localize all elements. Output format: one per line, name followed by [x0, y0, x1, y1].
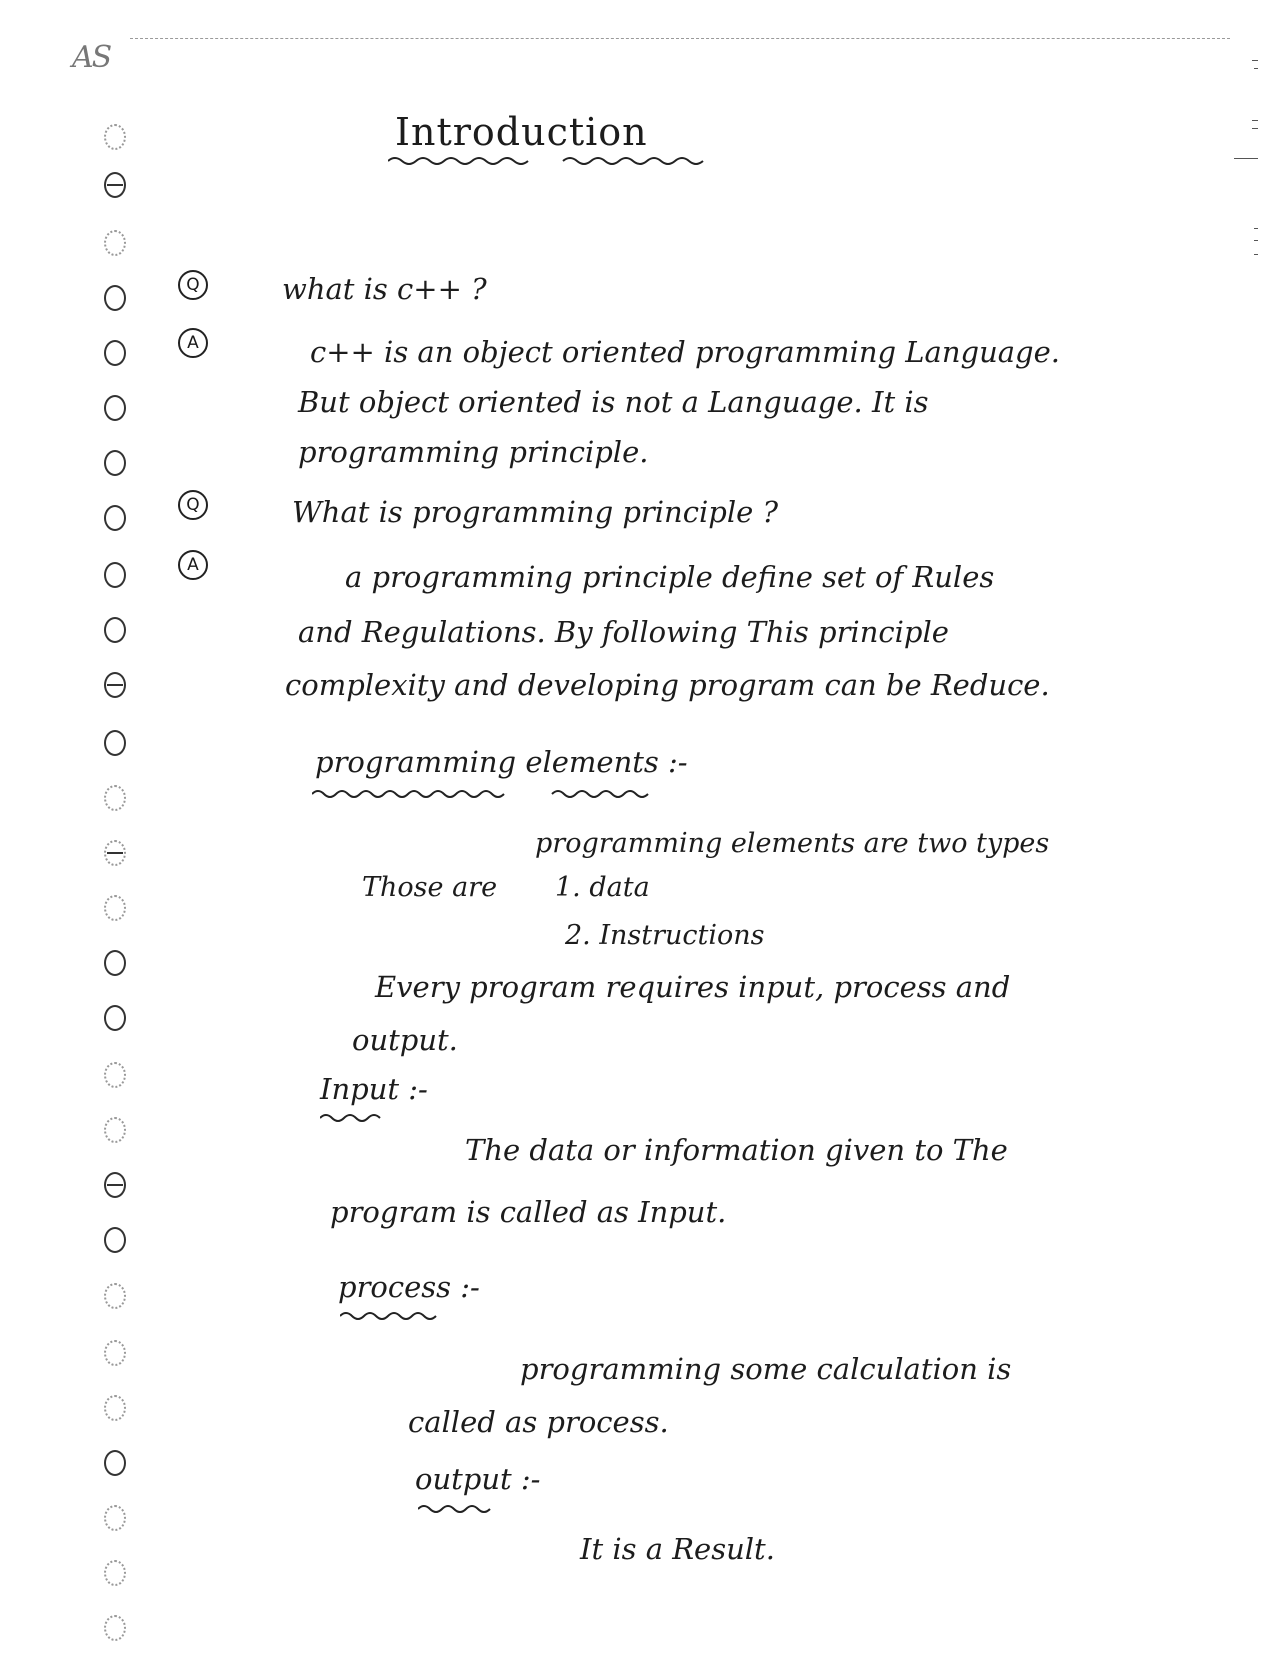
right-edge-marks: [1234, 50, 1258, 280]
question-marker: Q: [178, 270, 208, 300]
answer-line: c++ is an object oriented programming Language.: [310, 335, 1060, 369]
output-line: It is a Result.: [580, 1532, 775, 1566]
section-heading-output: output :-: [415, 1462, 541, 1496]
binder-hole: [104, 1227, 126, 1253]
corner-label: AS: [72, 40, 111, 75]
binder-hole: [104, 1005, 126, 1031]
section-heading-process: process :-: [338, 1270, 480, 1304]
binder-hole: [104, 1395, 126, 1421]
binder-hole: [104, 1283, 126, 1309]
answer-line: complexity and developing program can be Reduce.: [285, 668, 1050, 702]
binder-hole: [104, 1560, 126, 1586]
binder-hole: [104, 730, 126, 756]
binder-hole: [104, 672, 126, 698]
binder-hole: [104, 562, 126, 588]
binder-hole: [104, 340, 126, 366]
binder-hole: [104, 840, 126, 866]
elements-intro: programming elements are two types: [535, 828, 1050, 859]
binder-hole: [104, 895, 126, 921]
section-heading-input: Input :-: [320, 1072, 428, 1106]
answer-marker: A: [178, 328, 208, 358]
answer-line: programming principle.: [298, 435, 649, 469]
binder-hole: [104, 395, 126, 421]
heading-underline: [312, 788, 692, 800]
binder-hole: [104, 1505, 126, 1531]
binder-hole: [104, 785, 126, 811]
binder-hole: [104, 1340, 126, 1366]
elements-note-line: output.: [352, 1023, 458, 1057]
elements-item: 2. Instructions: [565, 920, 765, 951]
heading-underline: [320, 1112, 400, 1124]
binder-hole: [104, 505, 126, 531]
title-underline: [388, 155, 728, 167]
answer-line: a programming principle define set of Rules: [345, 560, 995, 594]
process-line: programming some calculation is: [520, 1352, 1012, 1386]
elements-item: 1. data: [555, 872, 650, 903]
binder-hole: [104, 1450, 126, 1476]
process-line: called as process.: [408, 1405, 669, 1439]
question-marker: Q: [178, 490, 208, 520]
binder-hole: [104, 950, 126, 976]
binder-hole: [104, 450, 126, 476]
binder-hole: [104, 285, 126, 311]
elements-those-are: Those are: [362, 872, 498, 903]
answer-marker: A: [178, 550, 208, 580]
answer-line: But object oriented is not a Language. It is: [298, 385, 929, 419]
question-text: What is programming principle ?: [292, 495, 779, 529]
input-line: program is called as Input.: [330, 1195, 727, 1229]
binder-hole: [104, 1172, 126, 1198]
heading-underline: [418, 1503, 508, 1515]
binder-hole: [104, 124, 126, 150]
binder-hole: [104, 172, 126, 198]
input-line: The data or information given to The: [465, 1133, 1008, 1167]
binder-hole: [104, 230, 126, 256]
page-title: Introduction: [395, 110, 648, 154]
elements-note-line: Every program requires input, process and: [375, 970, 1011, 1004]
binder-hole: [104, 1062, 126, 1088]
section-heading-elements: programming elements :-: [315, 745, 688, 779]
heading-underline: [340, 1310, 450, 1322]
binder-hole: [104, 1615, 126, 1641]
binder-hole: [104, 1117, 126, 1143]
binder-hole: [104, 617, 126, 643]
question-text: what is c++ ?: [282, 272, 487, 306]
top-margin-line: [130, 38, 1230, 39]
answer-line: and Regulations. By following This principle: [298, 615, 949, 649]
